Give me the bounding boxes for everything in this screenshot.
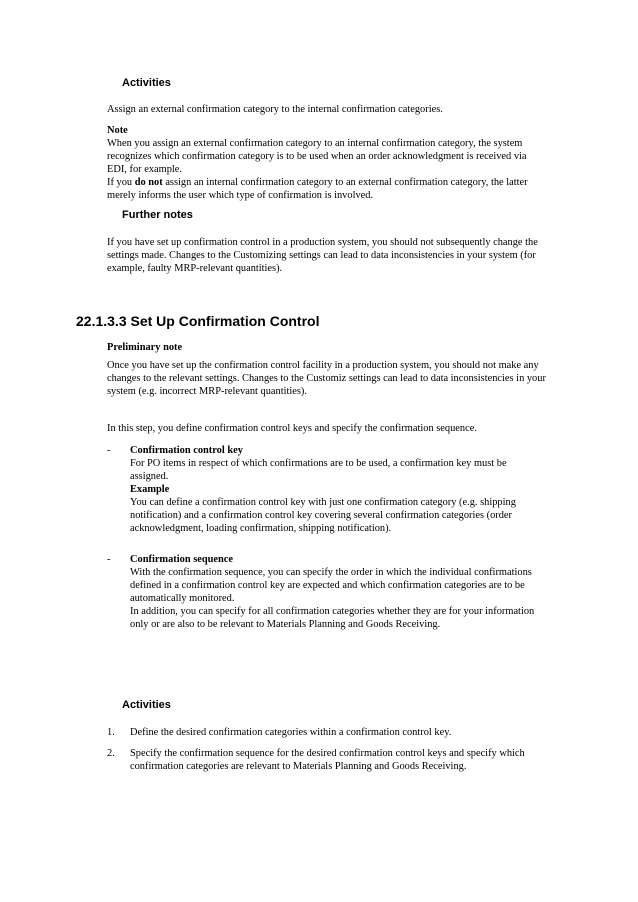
text-line: Define the desired confirmation categories within a confirmation control key. xyxy=(130,727,452,738)
text-line: Once you have set up the confirmation control facility in a production system, you should not make any xyxy=(107,360,539,371)
section-title: 22.1.3.3 Set Up Confirmation Control xyxy=(76,313,320,329)
list-number: 2. xyxy=(107,748,115,759)
text-line: merely informs the user which type of confirmation is involved. xyxy=(107,190,374,201)
text-line: When you assign an external confirmation category to an internal confirmation category, the system xyxy=(107,138,523,149)
list-item-confirmation-sequence xyxy=(130,553,570,631)
text-line: confirmation categories are relevant to Materials Planning and Goods Receiving. xyxy=(130,761,467,772)
bold-run: do not xyxy=(134,177,163,188)
text-line: settings made. Changes to the Customizing settings can lead to data inconsistencies in your system (for xyxy=(107,250,536,261)
example-label: Example xyxy=(130,484,170,495)
list-number: 1. xyxy=(107,727,115,738)
list-item xyxy=(130,726,570,739)
text-line: You can define a confirmation control key with just one confirmation category (e.g. shipping xyxy=(130,497,516,508)
activities-heading: Activities xyxy=(122,77,171,89)
intro-paragraph xyxy=(107,422,567,435)
text-line: Assign an external confirmation category to the internal confirmation categories. xyxy=(107,104,443,115)
activities-heading: Activities xyxy=(122,699,171,711)
list-marker: - xyxy=(107,554,111,565)
text-line: system (e.g. incorrect MRP-relevant quantities). xyxy=(107,386,307,397)
text-line: assigned. xyxy=(130,471,169,482)
preliminary-note-block xyxy=(107,341,567,354)
list-item xyxy=(130,747,570,773)
text-line: automatically monitored. xyxy=(130,593,235,604)
text-line: changes to the relevant settings. Changes to the Customiz settings can lead to data inconsistencies in your xyxy=(107,373,546,384)
text-line: Specify the confirmation sequence for the desired confirmation control keys and specify which xyxy=(130,748,525,759)
preliminary-note-paragraph xyxy=(107,359,567,398)
text-line: acknowledgment, loading confirmation, shipping notification). xyxy=(130,523,392,534)
note-label: Note xyxy=(107,125,128,136)
text-line: In this step, you define confirmation control keys and specify the confirmation sequence. xyxy=(107,423,477,434)
text-line: With the confirmation sequence, you can specify the order in which the individual confirmations xyxy=(130,567,532,578)
text-run: If you xyxy=(107,177,135,188)
note-block xyxy=(107,124,567,202)
text-line: For PO items in respect of which confirmations are to be used, a confirmation key must be xyxy=(130,458,507,469)
list-marker: - xyxy=(107,445,111,456)
text-line: recognizes which confirmation category is to be used when an order acknowledgment is received via xyxy=(107,151,527,162)
text-line: notification) and a confirmation control key covering several confirmation categories (order xyxy=(130,510,512,521)
text-line: only or are also to be relevant to Materials Planning and Goods Receiving. xyxy=(130,619,441,630)
preliminary-note-label: Preliminary note xyxy=(107,342,183,353)
text-line xyxy=(107,176,567,189)
list-item-title: Confirmation control key xyxy=(130,445,243,456)
list-item-confirmation-control-key xyxy=(130,444,570,535)
text-run: assign an internal confirmation category to an external confirmation category, the latter xyxy=(162,177,528,188)
further-notes-paragraph xyxy=(107,236,567,275)
text-line: defined in a confirmation control key are expected and which confirmation categories are to be xyxy=(130,580,525,591)
activities-paragraph xyxy=(107,103,567,116)
text-line: EDI, for example. xyxy=(107,164,183,175)
text-line: If you have set up confirmation control in a production system, you should not subsequently change the xyxy=(107,237,538,248)
text-line: example, faulty MRP-relevant quantities). xyxy=(107,263,283,274)
text-line: In addition, you can specify for all confirmation categories whether they are for your information xyxy=(130,606,535,617)
list-item-title: Confirmation sequence xyxy=(130,554,234,565)
further-notes-heading: Further notes xyxy=(122,209,193,221)
